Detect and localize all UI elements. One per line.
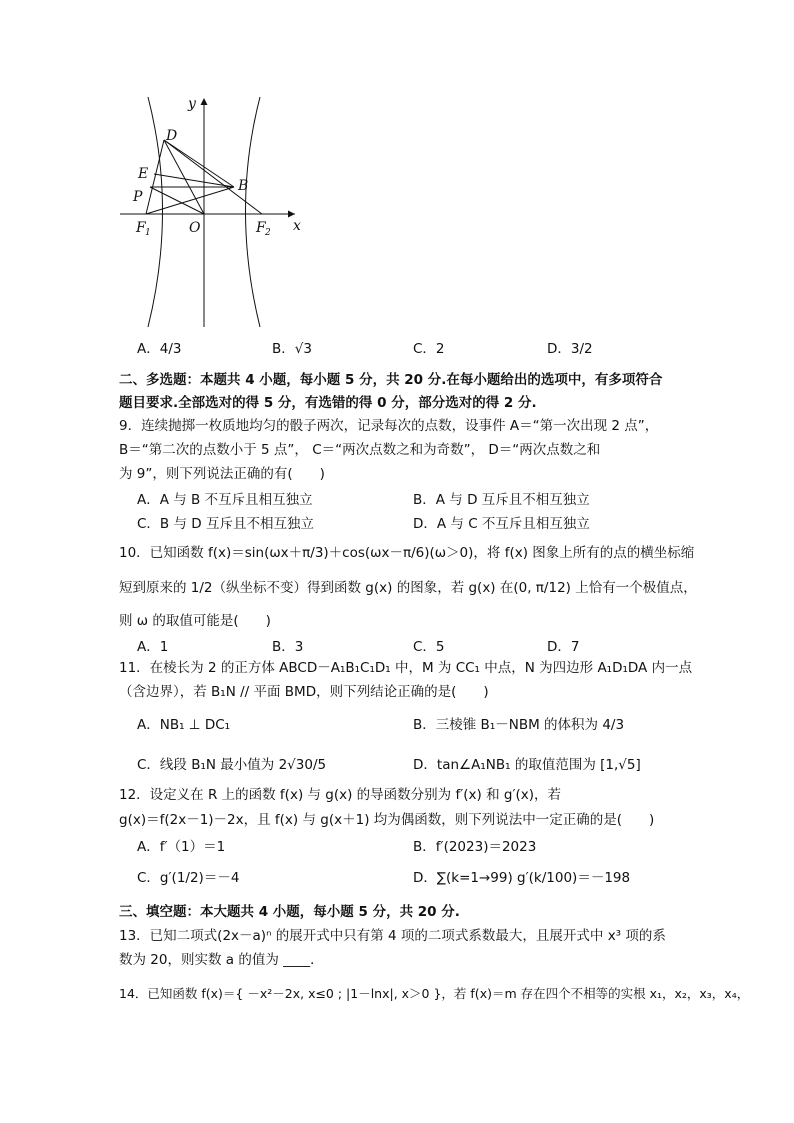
- q12-option-d: D．∑(k=1→99) g′(k/100)＝－198: [413, 870, 631, 886]
- q8-option-b: B．√3: [272, 341, 312, 357]
- q9-option-b: B．A 与 D 互斥且不相互独立: [413, 492, 590, 508]
- q11-option-c: C．线段 B₁N 最小值为 2√30/5: [137, 757, 327, 773]
- label-D: D: [166, 128, 178, 144]
- label-F2: F: [256, 220, 266, 236]
- q9-option-c: C．B 与 D 互斥且不相互独立: [137, 516, 314, 532]
- q11-line2: （含边界），若 B₁N // 平面 BMD，则下列结论正确的是( ): [119, 684, 489, 700]
- q10-option-a: A．1: [137, 639, 169, 655]
- q9-line1: 9．连续抛掷一枚质地均匀的骰子两次，记录每次的点数，设事件 A＝“第一次出现 2 点”，: [119, 418, 659, 434]
- label-x: x: [293, 218, 301, 234]
- q10-option-c: C．5: [413, 639, 445, 655]
- q9-line2: B＝“第二次的点数小于 5 点”， C＝“两次点数之和为奇数”， D＝“两次点数之和: [119, 442, 601, 458]
- q8-option-c: C．2: [413, 341, 445, 357]
- q10-line1: 10．已知函数 f(x)＝sin(ωx＋π/3)＋cos(ωx－π/6)(ω＞0)，将 f(x) 图象上所有的点的横坐标缩: [119, 545, 695, 561]
- q8-option-d: D．3/2: [547, 341, 593, 357]
- q10-option-d: D．7: [547, 639, 580, 655]
- q9-option-d: D．A 与 C 不互斥且相互独立: [413, 516, 590, 532]
- y-axis-arrow: [201, 98, 208, 105]
- section2-heading-line2: 题目要求.全部选对的得 5 分，有选错的得 0 分，部分选对的得 2 分.: [119, 395, 537, 411]
- q11-line1: 11．在棱长为 2 的正方体 ABCD－A₁B₁C₁D₁ 中，M 为 CC₁ 中点，N 为四边形 A₁D₁DA 内一点: [119, 660, 693, 676]
- q12-line1: 12．设定义在 R 上的函数 f(x) 与 g(x) 的导函数分别为 f′(x) 和 g′(x)，若: [119, 787, 562, 803]
- q11-option-b: B．三棱锥 B₁－NBM 的体积为 4/3: [413, 717, 625, 733]
- section2-heading-line1: 二、多选题：本题共 4 小题，每小题 5 分，共 20 分.在每小题给出的选项中，有多项符合: [119, 372, 663, 388]
- q10-line3: 则 ω 的取值可能是( ): [119, 613, 271, 629]
- label-F2-subscript: 2: [265, 228, 271, 238]
- hyperbola-left-branch: [148, 97, 163, 327]
- q9-option-a: A．A 与 B 不互斥且相互独立: [137, 492, 313, 508]
- q11-option-a: A．NB₁ ⊥ DC₁: [137, 717, 231, 733]
- q10-option-b: B．3: [272, 639, 304, 655]
- label-P: P: [133, 189, 143, 205]
- hyperbola-figure: [110, 92, 320, 332]
- q14-line1: 14．已知函数 f(x)＝{ －x²－2x, x≤0 ; |1－lnx|, x＞0 }，若 f(x)＝m 存在四个不相等的实根 x₁，x₂，x₃，x₄，: [119, 986, 750, 1001]
- label-B: B: [238, 178, 249, 194]
- section3-heading: 三、填空题：本大题共 4 小题，每小题 5 分，共 20 分.: [119, 904, 460, 920]
- label-F1: F: [136, 220, 146, 236]
- label-O: O: [189, 220, 201, 236]
- q13-line2: 数为 20，则实数 a 的值为 ____．: [119, 952, 324, 968]
- q8-option-a: A．4/3: [137, 341, 182, 357]
- q9-line3: 为 9”，则下列说法正确的有( ): [119, 466, 325, 482]
- label-F1-subscript: 1: [145, 228, 151, 238]
- q12-line2: g(x)＝f(2x－1)－2x，且 f(x) 与 g(x＋1) 均为偶函数，则下列说法中一定正确的是( ): [119, 812, 655, 828]
- label-y: y: [188, 96, 196, 112]
- q11-option-d: D．tan∠A₁NB₁ 的取值范围为 [1,√5]: [413, 757, 641, 773]
- q13-line1: 13．已知二项式(2x－a)ⁿ 的展开式中只有第 4 项的二项式系数最大，且展开式中 x³ 项的系: [119, 928, 666, 944]
- q12-option-b: B．f′(2023)＝2023: [413, 839, 537, 855]
- q12-option-a: A．f′（1）＝1: [137, 839, 226, 855]
- label-E: E: [138, 166, 149, 182]
- x-axis-arrow: [288, 211, 295, 218]
- q12-option-c: C．g′(1/2)＝－4: [137, 870, 240, 886]
- q10-line2: 短到原来的 1/2（纵坐标不变）得到函数 g(x) 的图象，若 g(x) 在(0, π/12) 上恰有一个极值点，: [119, 580, 697, 596]
- hyperbola-right-branch: [246, 97, 261, 327]
